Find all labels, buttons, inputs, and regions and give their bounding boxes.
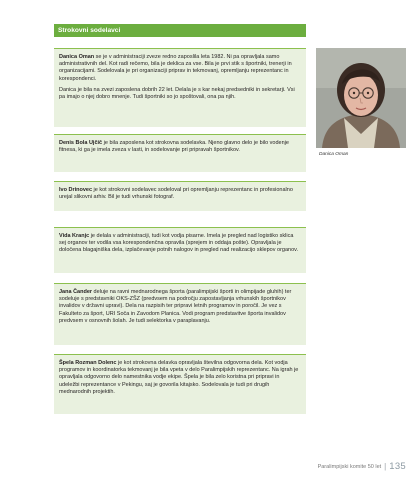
person-card-vida-kranjc (54, 227, 306, 273)
card-paragraph: Ivo Drinovec je kot strokovni sodelavec sodeloval pri opremljanju reprezentanc in profesionalno urejal slikovni arhiv. Bil je tudi vrhunski fotograf. (59, 187, 293, 201)
person-card-ivo-drinovec (54, 181, 306, 211)
card-paragraph: Špela Rozman Dolenc je kot strokovna delavka opravljala številna odgovorna dela. Kot vodja programov in koordinatorka tekmovanj je bila vpeta v delo Paralimpijskih reprezentanc. Na igrah je opravljala odgovorno delo namestnika vodje ekipe. Špela je bila zelo koristna pri pripravi in udeležbi reprezentance v Pekingu, saj je govorila kitajsko. Sodelovala je tudi pri drugih mednarodnih projektih. (59, 360, 299, 395)
card-paragraph: Denis Bola Ujčič je bila zaposlena kot strokovna sodelavka. Njeno glavno delo je bilo vodenje fitnesa, ki ga je imela zveza v lasti, in sodelovanje pri pripravah športnikov. (59, 140, 289, 154)
portrait-photo (316, 48, 406, 148)
page-footer (318, 461, 406, 472)
card-paragraph: Jana Čander deluje na ravni mednarodnega športa (paralimpijski športi in olimpijade gluhih) ter sodeluje s predstavniki OKS-ZŠZ (predvsem na področju zapostavljanja vrhunskih športnikov invalidov v državni upravi). Dela na razpisih ter pripravi letnih programov in poročil. Je vez s Fakulteto za šport, URI Soča in Zavodom Planica. Vodi program predstavitve športa invalidov predvsem v osnovnih šolah. Je tudi selektorka v paraplavanju. (59, 289, 292, 324)
person-card-denis-bola-ujcic (54, 134, 306, 172)
portrait-illustration (316, 48, 406, 148)
page-number: 135 (389, 461, 406, 472)
photo-caption: Danica Oman (319, 152, 349, 157)
section-title: Strokovni sodelavci (58, 27, 121, 34)
person-name: Špela Rozman Dolenc (59, 360, 117, 366)
person-name: Ivo Drinovec (59, 187, 93, 193)
card-paragraph: Danica Oman se je v administraciji zveze redno zaposlila leta 1982. Ni pa opravljala samo administrativnih del. Kot radi rečemo, bila je deklica za vse. Bila je prvi stik s športniki, trenerji in organizacijami. Sodelovala je pri organizaciji priprav in tekmovanj, opremljanju reprezentanc in korespondenci. (59, 54, 292, 82)
person-card-danica-oman (54, 48, 306, 127)
person-name: Jana Čander (59, 289, 93, 295)
person-name: Vida Kranjc (59, 233, 90, 239)
card-paragraph: Vida Kranjc je delala v administraciji, tudi kot vodja pisarne. Imela je pregled nad logistiko sklica sej organov ter vodila vsa korespondenčna opravila (sprejem in oddaja pošte). Opravljala je določena blagajniška dela, izplačevanje potnih nalogov in pregled nad realizacijo sklepov organov. (59, 233, 299, 254)
person-card-jana-cander (54, 283, 306, 345)
section-header (54, 24, 306, 37)
person-name: Denis Bola Ujčič (59, 140, 103, 146)
footer-text: Paralimpijski komite 50 let (317, 463, 382, 470)
card-paragraph: Danica je bila na zvezi zaposlena dobrih 22 let. Delala je s kar nekaj predsedniki in sekretarji. Vsi pa imajo o njej dobro mnenje. Tudi športniki so jo spoštovali, ona pa njih. (59, 86, 295, 101)
person-name: Danica Oman (59, 54, 95, 60)
person-card-spela-rozman-dolenc (54, 354, 306, 414)
footer-separator: | (384, 461, 387, 471)
